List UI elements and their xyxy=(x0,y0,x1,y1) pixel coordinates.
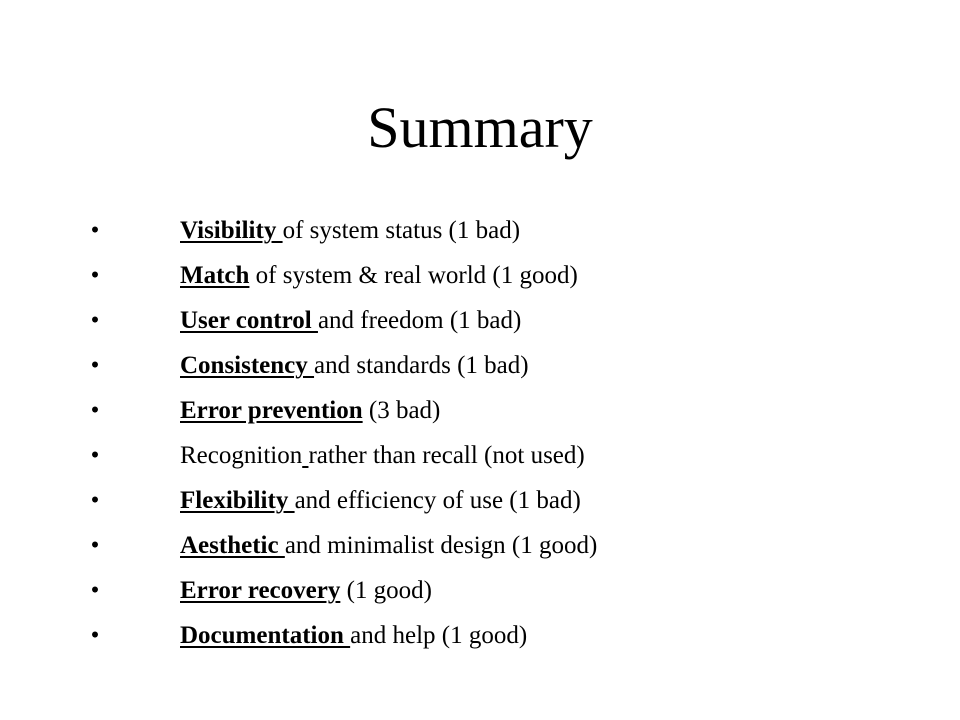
bullet-description: and standards (1 bad) xyxy=(314,352,529,379)
bullet-marker: • xyxy=(90,487,100,514)
bullet-term: Documentation xyxy=(180,622,351,649)
bullet-item-documentation xyxy=(0,613,960,658)
bullet-marker: • xyxy=(90,532,100,559)
bullet-term: Flexibility xyxy=(180,487,295,514)
bullet-description: (1 good) xyxy=(340,577,432,604)
bullet-description: of system status (1 bad) xyxy=(282,217,521,244)
bullet-item-error-recovery xyxy=(0,568,960,613)
bullet-lead: Recognition xyxy=(180,442,303,469)
slide-title: Summary xyxy=(367,95,593,160)
bullet-term: Aesthetic xyxy=(180,532,285,559)
bullet-marker: • xyxy=(90,217,100,244)
bullet-text xyxy=(180,208,520,253)
bullet-text xyxy=(180,568,432,613)
bullet-item-user-control xyxy=(0,298,960,343)
bullet-item-match xyxy=(0,253,960,298)
bullet-list xyxy=(0,208,960,658)
bullet-text xyxy=(180,298,521,343)
bullet-item-aesthetic xyxy=(0,523,960,568)
bullet-term: Error prevention xyxy=(180,397,363,424)
bullet-description: and minimalist design (1 good) xyxy=(284,532,598,559)
bullet-marker: • xyxy=(90,307,100,334)
bullet-marker: • xyxy=(90,397,100,424)
bullet-text xyxy=(180,613,527,658)
bullet-description: (3 bad) xyxy=(362,397,441,424)
bullet-marker: • xyxy=(90,262,100,289)
bullet-text xyxy=(180,253,578,298)
bullet-item-recognition xyxy=(0,433,960,478)
bullet-description: and help (1 good) xyxy=(350,622,528,649)
bullet-text xyxy=(180,343,529,388)
bullet-description: rather than recall (not used) xyxy=(308,442,585,469)
bullet-item-flexibility xyxy=(0,478,960,523)
bullet-term: User control xyxy=(180,307,318,334)
bullet-item-visibility xyxy=(0,208,960,253)
bullet-marker: • xyxy=(90,577,100,604)
bullet-marker: • xyxy=(90,352,100,379)
bullet-description: and efficiency of use (1 bad) xyxy=(294,487,581,514)
bullet-term: Error recovery xyxy=(180,577,341,604)
bullet-marker: • xyxy=(90,622,100,649)
bullet-item-error-prevention xyxy=(0,388,960,433)
bullet-text xyxy=(180,388,440,433)
bullet-marker: • xyxy=(90,442,100,469)
bullet-description: and freedom (1 bad) xyxy=(317,307,522,334)
bullet-item-consistency xyxy=(0,343,960,388)
bullet-term: Match xyxy=(180,262,250,289)
bullet-text xyxy=(180,478,581,523)
bullet-text xyxy=(180,433,585,478)
bullet-term: Consistency xyxy=(180,352,315,379)
bullet-description: of system & real world (1 good) xyxy=(249,262,578,289)
bullet-text xyxy=(180,523,597,568)
bullet-term: Visibility xyxy=(180,217,283,244)
